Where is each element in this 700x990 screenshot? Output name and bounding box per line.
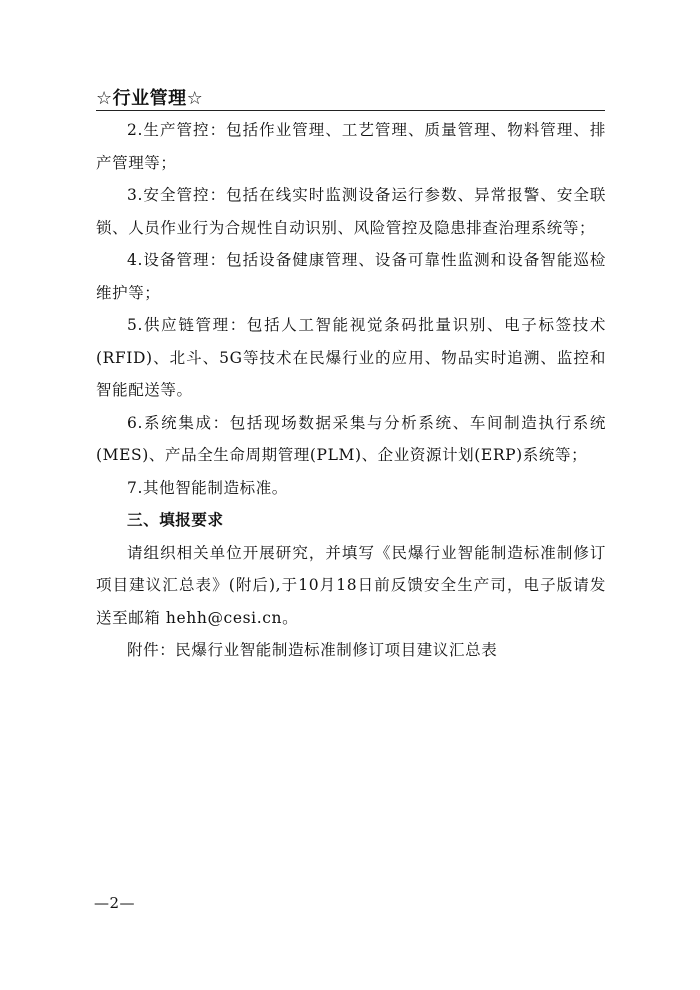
page-number: —2— <box>94 894 136 912</box>
paragraph-system-integration: 6.系统集成：包括现场数据采集与分析系统、车间制造执行系统(MES)、产品全生命周期管理(PLM)、企业资源计划(ERP)系统等； <box>96 413 606 464</box>
header-title: ☆行业管理☆ <box>96 88 204 109</box>
paragraph-attachment: 附件：民爆行业智能制造标准制修订项目建议汇总表 <box>127 641 498 659</box>
paragraph-supply-chain: 5.供应链管理：包括人工智能视觉条码批量识别、电子标签技术(RFID)、北斗、5G等技术在民爆行业的应用、物品实时追溯、监控和智能配送等。 <box>96 316 606 399</box>
paragraph-safety-control: 3.安全管控：包括在线实时监测设备运行参数、异常报警、安全联锁、人员作业行为合规性自动识别、风险管控及隐患排查治理系统等； <box>96 186 606 237</box>
document-body <box>96 114 606 667</box>
paragraph-production-control: 2.生产管控：包括作业管理、工艺管理、质量管理、物料管理、排产管理等； <box>96 121 606 172</box>
paragraph-requirements-body: 请组织相关单位开展研究，并填写《民爆行业智能制造标准制修订项目建议汇总表》(附后),于10月18日前反馈安全生产司，电子版请发送至邮箱 hehh@cesi.cn。 <box>96 543 606 627</box>
paragraph-equipment-management: 4.设备管理：包括设备健康管理、设备可靠性监测和设备智能巡检维护等； <box>96 251 606 302</box>
page-header <box>96 82 605 111</box>
paragraph-other-standards: 7.其他智能制造标准。 <box>127 478 288 497</box>
section-heading-requirements: 三、填报要求 <box>127 511 224 529</box>
